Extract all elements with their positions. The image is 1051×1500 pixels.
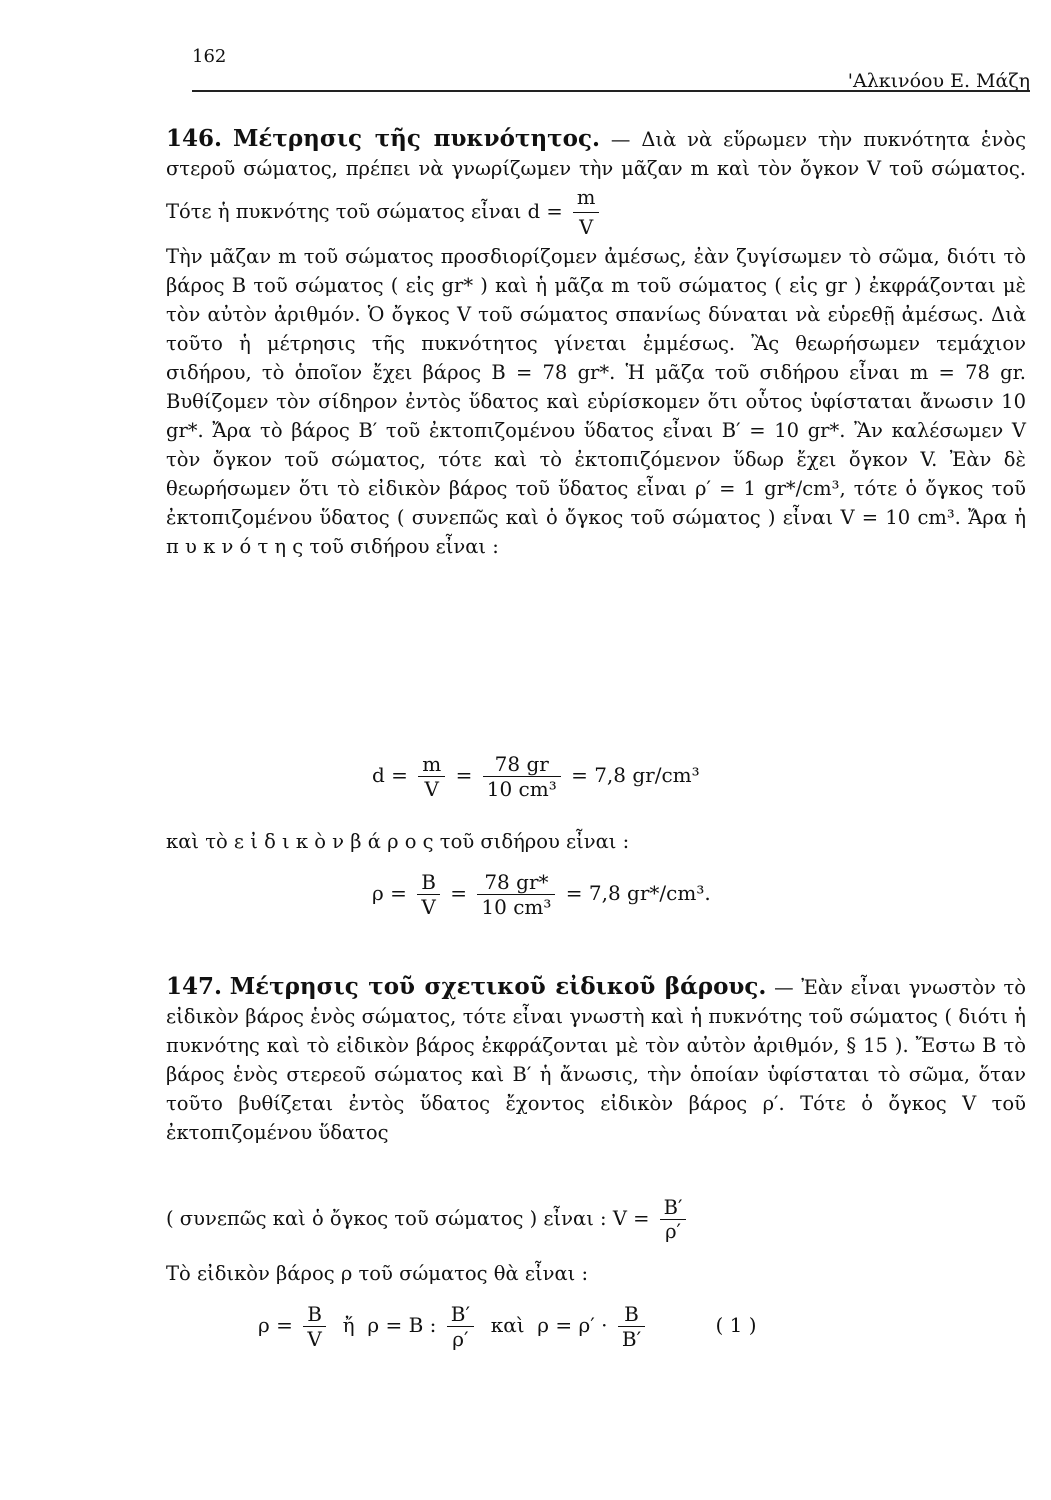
section-147-title: Μέτρησις τοῦ σχετικοῦ εἰδικοῦ βάρους. <box>229 973 767 1000</box>
section-147-body: — Ἐὰν εἶναι γνωστὸν τὸ εἰδικὸν βάρος ἑνὸς σώματος, τότε εἶναι γνωστὴ καὶ ἡ πυκνότης τοῦ σώματος ( διότι ἡ πυκνότης καὶ τὸ εἰδικὸν βάρος ἐκφράζονται μὲ τὸν αὐτὸν ἀριθμόν, § 15 ). Ἔστω B τὸ βάρος ἑνὸς στερεοῦ σώματος καὶ B′ ἡ ἄνωσις, τὴν ὁποίαν ὑφίσταται τὸ σῶμα, ὅταν τοῦτο βυθίζεται ἐντὸς ὕδατος ἔχοντος εἰδικὸν βάρος ρ′. Τότε ὁ ὄγκος V τοῦ ἐκτοπιζομένου ὕδατος <box>166 976 1027 1144</box>
section-146-title: Μέτρησις τῆς πυκνότητος. <box>232 125 600 152</box>
section-146-lead <box>166 124 1026 242</box>
section-146-number: 146. <box>166 125 223 152</box>
section-147-text <box>166 972 1026 1147</box>
section-146 <box>166 124 1026 561</box>
specific-weight-line: Τὸ εἰδικὸν βάρος ρ τοῦ σώματος θὰ εἶναι : <box>166 1262 589 1285</box>
volume-equation-line: ( συνεπῶς καὶ ὁ ὄγκος τοῦ σώματος ) εἶναι : V = $\frac{B'}{\rho'}$ <box>166 1196 690 1243</box>
specific-weight-intro: καὶ τὸ ε ἰ δ ι κ ὸ ν β ά ρ ο ς τοῦ σιδήρου εἶναι : <box>166 830 630 853</box>
header-rule <box>192 90 1030 92</box>
equation-specific-weight-iron: ρ = $\frac{B}{V}$ = $\frac{78 gr*}{\text{10 cm³}}$ = 7,8 gr*/cm³. <box>372 870 711 919</box>
page-number: 162 <box>192 46 227 67</box>
equation-density-iron: d = $\frac{m}{V}$ = $\frac{78 gr}{\text{10 cm³}}$ = 7,8 gr/cm³ <box>372 752 700 801</box>
section-147 <box>166 972 1026 1147</box>
section-146-lead-text: — Διὰ νὰ εὕρωμεν τὴν πυκνότητα ἑνὸς στεροῦ σώματος, πρέπει νὰ γνωρίζωμεν τὴν μᾶζαν m καὶ τὸν ὄγκον V τοῦ σώματος. Τότε ἡ πυκνότης τοῦ σώματος εἶναι <box>166 128 1026 223</box>
running-head: 'Αλκινόου Ε. Μάζη <box>847 70 1030 92</box>
section-147-number: 147. <box>166 973 223 1000</box>
page-header <box>192 46 1030 94</box>
density-definition: d = $\frac{m}{V}$ <box>528 200 604 223</box>
density-fraction: $\frac{m}{V}$ <box>573 183 600 242</box>
section-146-body: Τὴν μᾶζαν m τοῦ σώματος προσδιορίζομεν ἀμέσως, ἐὰν ζυγίσωμεν τὸ σῶμα, διότι τὸ βάρος B τοῦ σώματος ( εἰς gr* ) καὶ ἡ μᾶζα m τοῦ σώματος ( εἰς gr ) ἐκφράζονται μὲ τὸν αὐτὸν ἀριθμόν. Ὁ ὄγκος V τοῦ σώματος σπανίως δύναται νὰ εὑρεθῇ ἀμέσως. Διὰ τοῦτο ἡ μέτρησις τῆς πυκνότητος γίνεται ἐμμέσως. Ἂς θεωρήσωμεν τεμάχιον σιδήρου, τὸ ὁποῖον ἔχει βάρος B = 78 gr*. Ἡ μᾶζα τοῦ σιδήρου εἶναι m = 78 gr. Βυθίζομεν τὸν σίδηρον ἐντὸς ὕδατος καὶ εὑρίσκομεν ὅτι οὗτος ὑφίσταται ἄνωσιν 10 gr*. Ἄρα τὸ βάρος B′ τοῦ ἐκτοπιζομένου ὕδατος εἶναι B′ = 10 gr*. Ἂν καλέσωμεν V τὸν ὄγκον τοῦ σώματος, τότε καὶ τὸ ἐκτοπιζόμενον ὕδωρ ἔχει ὄγκον V. Ἐὰν δὲ θεωρήσωμεν ὅτι τὸ εἰδικὸν βάρος τοῦ ὕδατος εἶναι ρ′ = 1 gr*/cm³, τότε ὁ ὄγκος τοῦ ἐκτοπιζομένου ὕδατος ( συνεπῶς καὶ ὁ ὄγκος τοῦ σώματος ) εἶναι V = 10 cm³. Ἄρα ἡ π υ κ ν ό τ η ς τοῦ σιδήρου εἶναι : <box>166 245 1026 558</box>
equation-number: ( 1 ) <box>715 1313 757 1337</box>
equation-1: ρ = $\frac{B}{V}$ ἤ ρ = B : $\frac{B'}{\rho'}$ καὶ ρ = ρ′ · $\frac{B}{B'}$ ( 1 ) <box>258 1302 757 1351</box>
